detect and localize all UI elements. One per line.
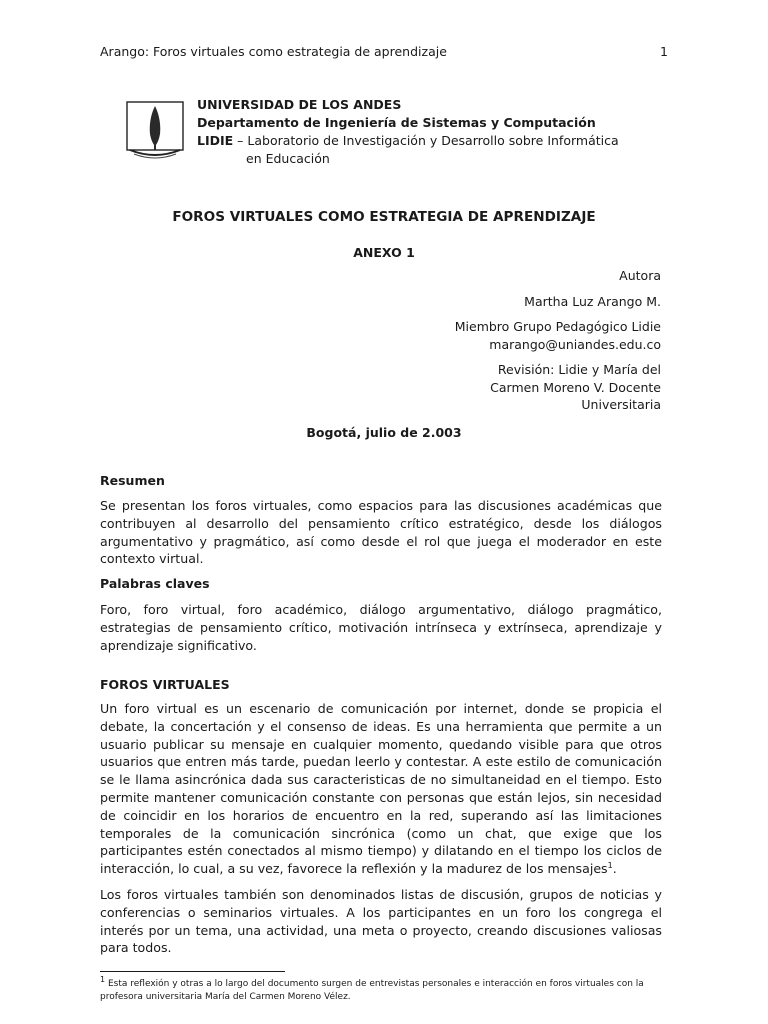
section-heading: FOROS VIRTUALES bbox=[100, 677, 230, 692]
footnote-text: Esta reflexión y otras a lo largo del documento surgen de entrevistas personales e interacción en foros virtuales con la profesora universitaria María del Carmen Moreno Vélez. bbox=[100, 979, 644, 1002]
author-affiliation-block bbox=[341, 318, 661, 353]
lab-acronym: LIDIE bbox=[197, 133, 234, 148]
author-email: marango@uniandes.edu.co bbox=[489, 336, 661, 352]
author-name: Martha Luz Arango M. bbox=[524, 294, 661, 309]
revision-block bbox=[341, 361, 661, 414]
university-name: UNIVERSIDAD DE LOS ANDES bbox=[197, 97, 402, 112]
department-name: Departamento de Ingeniería de Sistemas y Computación bbox=[197, 115, 596, 130]
running-header bbox=[100, 44, 668, 59]
revision-line-1: Revisión: Lidie y María del bbox=[497, 362, 661, 377]
running-title: Arango: Foros virtuales como estrategia de aprendizaje bbox=[100, 44, 447, 59]
page-number: 1 bbox=[660, 44, 668, 59]
author-label: Autora bbox=[619, 268, 661, 283]
keywords-heading: Palabras claves bbox=[100, 576, 210, 591]
lab-line bbox=[197, 132, 619, 150]
paragraph-1-text: Un foro virtual es un escenario de comunicación por internet, donde se propicia el debate, la concertación y el consenso de ideas. Es una herramienta que permite a un usuario publicar su mensaje en cualquier momento, quedando visible para que otros usuarios que entren más tarde, puedan leerlo y contestar. A este estilo de comunicación se le llama asincrónica dada sus caracteristicas de no simultaneidad en el tiempo. Esto permite mantener comunicación constante con personas que están lejos, sin necesidad de coincidir en los horarios de encuentro en la red, superando así las limitaciones temporales de la comunicación sincrónica (como un chat, que exige que los participantes estén conectados al mismo tiempo) y dilatando en el tiempo los ciclos de interacción, lo cual, a su vez, favorece la reflexión y la madurez de los mensajes bbox=[100, 701, 662, 877]
document-date: Bogotá, julio de 2.003 bbox=[306, 425, 462, 440]
university-crest-icon bbox=[124, 100, 186, 162]
abstract-heading: Resumen bbox=[100, 473, 165, 488]
footnote-divider bbox=[100, 971, 285, 972]
annex-label: ANEXO 1 bbox=[353, 245, 415, 260]
document-title: FOROS VIRTUALES COMO ESTRATEGIA DE APRENDIZAJE bbox=[172, 209, 596, 225]
footnote bbox=[100, 975, 666, 1004]
footnote-reference[interactable]: 1 bbox=[607, 860, 613, 870]
revision-line-3: Universitaria bbox=[581, 397, 661, 412]
author-affiliation: Miembro Grupo Pedagógico Lidie bbox=[454, 319, 661, 334]
lab-name-line1: – Laboratorio de Investigación y Desarrollo sobre Informática bbox=[233, 133, 619, 148]
paragraph-1-end: . bbox=[612, 861, 617, 877]
revision-line-2: Carmen Moreno V. Docente bbox=[490, 379, 661, 395]
footnote-marker: 1 bbox=[100, 975, 106, 984]
lab-name-line2: en Educación bbox=[246, 151, 330, 166]
abstract-text: Se presentan los foros virtuales, como espacios para las discusiones académicas que contribuyen al desarrollo del pensamiento crítico estratégico, desde los diálogos argumentativo y pragmático, así como desde el rol que juega el moderador en este contexto virtual. bbox=[100, 498, 662, 567]
section-paragraph-1 bbox=[100, 700, 662, 878]
institution-block bbox=[124, 96, 684, 168]
keywords-text: Foro, foro virtual, foro académico, diálogo argumentativo, diálogo pragmático, estrategias de pensamiento crítico, motivación intrínseca y extrínseca, aprendizaje y aprendizaje significativo. bbox=[100, 602, 662, 653]
section-paragraph-2: Los foros virtuales también son denominados listas de discusión, grupos de noticias y conferencias o seminarios virtuales. A los participantes en un foro los congrega el interés por un tema, una actividad, una meta o proyecto, creando discusiones valiosas para todos. bbox=[100, 887, 662, 956]
